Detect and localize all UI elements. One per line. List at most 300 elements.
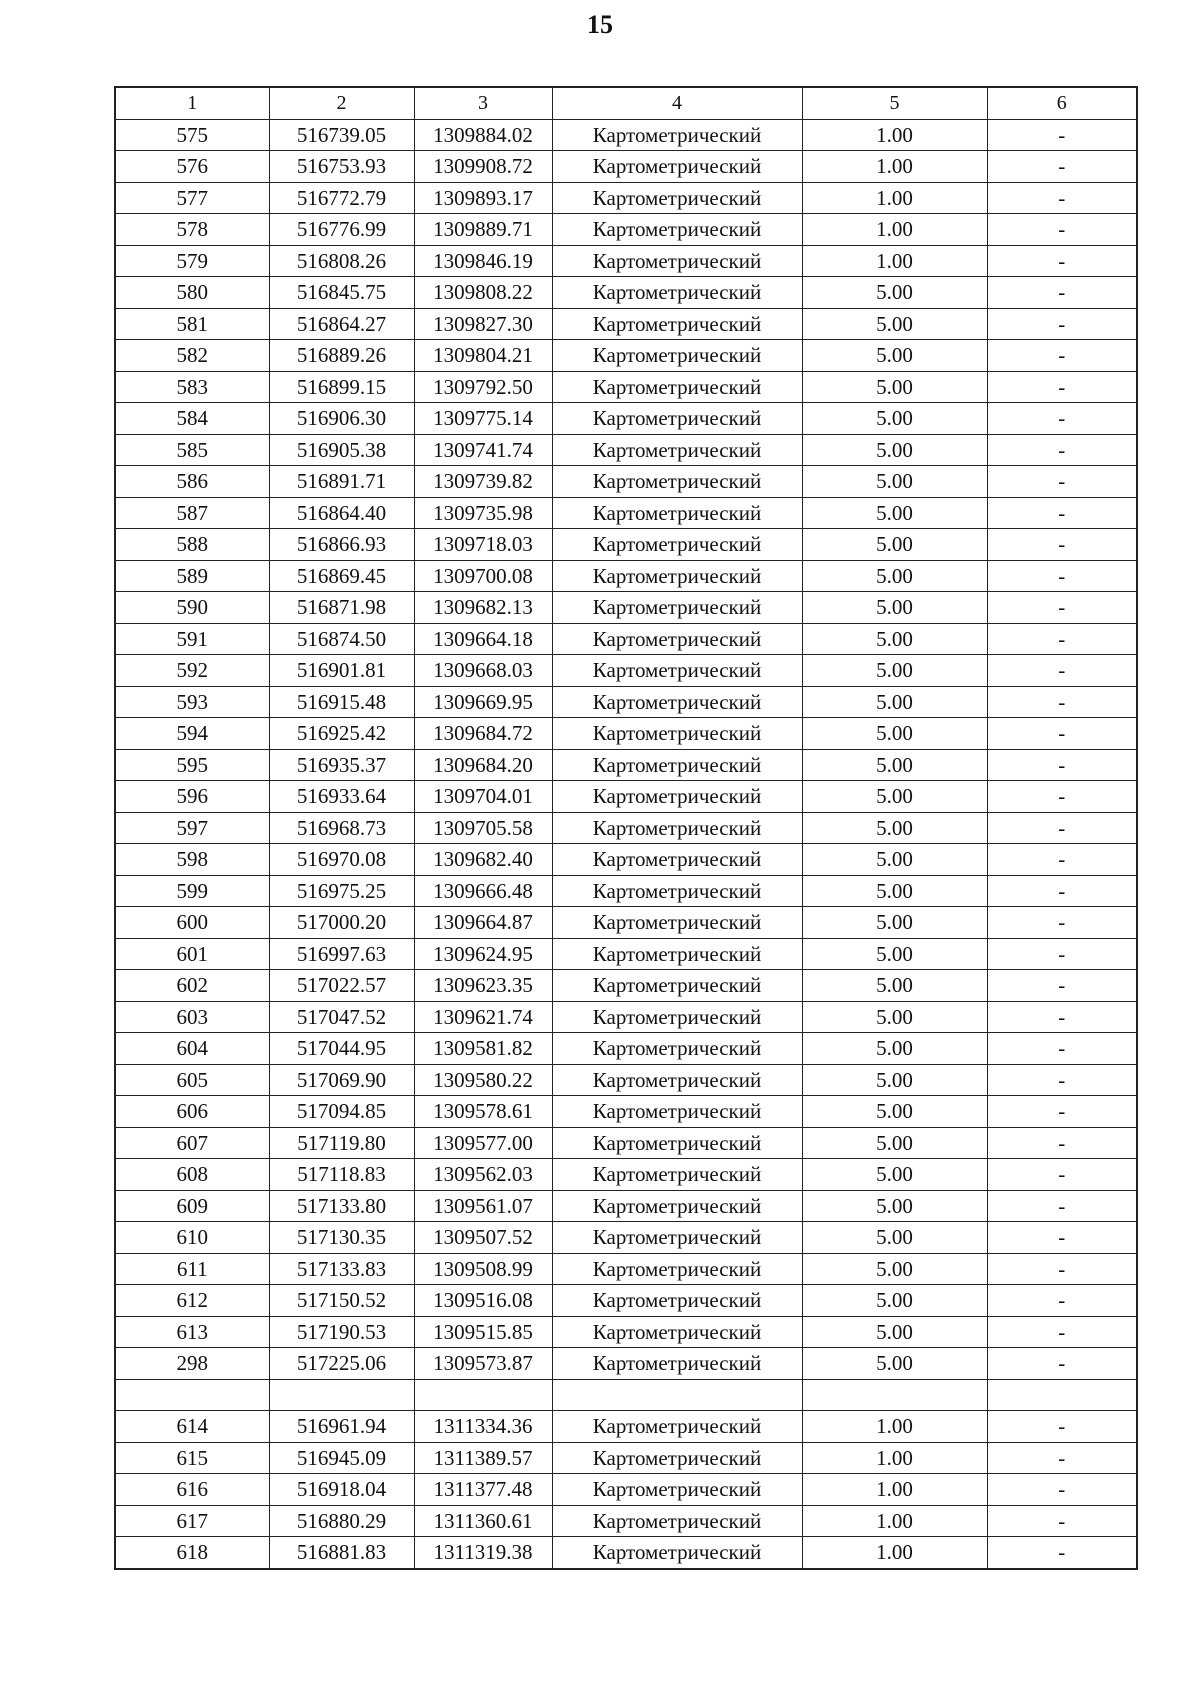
method-cell: Картометрический (552, 403, 802, 435)
description-cell: - (987, 1190, 1137, 1222)
accuracy-cell: 1.00 (802, 1474, 987, 1506)
y-coordinate-cell: 1309515.85 (414, 1316, 552, 1348)
description-cell (987, 1379, 1137, 1411)
point-number-cell: 580 (115, 277, 269, 309)
accuracy-cell: 5.00 (802, 655, 987, 687)
y-coordinate-cell: 1311319.38 (414, 1537, 552, 1569)
accuracy-cell: 5.00 (802, 1033, 987, 1065)
table-header (115, 87, 1137, 119)
y-coordinate-cell: 1309735.98 (414, 497, 552, 529)
table-row (115, 1442, 1137, 1474)
y-coordinate-cell: 1309624.95 (414, 938, 552, 970)
x-coordinate-cell: 517190.53 (269, 1316, 414, 1348)
point-number-cell: 590 (115, 592, 269, 624)
point-number-cell: 616 (115, 1474, 269, 1506)
y-coordinate-cell: 1311377.48 (414, 1474, 552, 1506)
y-coordinate-cell (414, 1379, 552, 1411)
point-number-cell: 298 (115, 1348, 269, 1380)
x-coordinate-cell: 516975.25 (269, 875, 414, 907)
y-coordinate-cell: 1309664.87 (414, 907, 552, 939)
method-cell: Картометрический (552, 560, 802, 592)
page-number: 15 (587, 10, 613, 39)
x-coordinate-cell: 516997.63 (269, 938, 414, 970)
table-row (115, 1379, 1137, 1411)
method-cell: Картометрический (552, 1064, 802, 1096)
table-row (115, 466, 1137, 498)
accuracy-cell: 5.00 (802, 970, 987, 1002)
point-number-cell: 584 (115, 403, 269, 435)
accuracy-cell: 5.00 (802, 938, 987, 970)
y-coordinate-cell: 1311389.57 (414, 1442, 552, 1474)
table-row (115, 812, 1137, 844)
table-row (115, 970, 1137, 1002)
point-number-cell: 583 (115, 371, 269, 403)
method-cell: Картометрический (552, 308, 802, 340)
y-coordinate-cell: 1309508.99 (414, 1253, 552, 1285)
description-cell: - (987, 1096, 1137, 1128)
method-cell: Картометрический (552, 875, 802, 907)
table-row (115, 1411, 1137, 1443)
accuracy-cell: 5.00 (802, 1253, 987, 1285)
point-number-cell: 605 (115, 1064, 269, 1096)
y-coordinate-cell: 1309846.19 (414, 245, 552, 277)
table-row (115, 718, 1137, 750)
description-cell: - (987, 1222, 1137, 1254)
x-coordinate-cell: 516925.42 (269, 718, 414, 750)
point-number-cell: 587 (115, 497, 269, 529)
table-row (115, 1033, 1137, 1065)
method-cell: Картометрический (552, 907, 802, 939)
accuracy-cell: 5.00 (802, 529, 987, 561)
point-number-cell: 585 (115, 434, 269, 466)
description-cell: - (987, 938, 1137, 970)
accuracy-cell: 1.00 (802, 1537, 987, 1569)
description-cell: - (987, 749, 1137, 781)
y-coordinate-cell: 1309623.35 (414, 970, 552, 1002)
y-coordinate-cell: 1311334.36 (414, 1411, 552, 1443)
y-coordinate-cell: 1309893.17 (414, 182, 552, 214)
description-cell: - (987, 1064, 1137, 1096)
y-coordinate-cell: 1309682.13 (414, 592, 552, 624)
accuracy-cell: 5.00 (802, 1127, 987, 1159)
x-coordinate-cell: 516864.40 (269, 497, 414, 529)
method-cell: Картометрический (552, 214, 802, 246)
accuracy-cell: 1.00 (802, 151, 987, 183)
point-number-cell: 618 (115, 1537, 269, 1569)
x-coordinate-cell: 516968.73 (269, 812, 414, 844)
accuracy-cell: 5.00 (802, 1348, 987, 1380)
x-coordinate-cell: 517094.85 (269, 1096, 414, 1128)
x-coordinate-cell: 516808.26 (269, 245, 414, 277)
description-cell: - (987, 655, 1137, 687)
description-cell: - (987, 1474, 1137, 1506)
x-coordinate-cell: 516864.27 (269, 308, 414, 340)
description-cell: - (987, 214, 1137, 246)
method-cell: Картометрический (552, 592, 802, 624)
y-coordinate-cell: 1309889.71 (414, 214, 552, 246)
accuracy-cell: 1.00 (802, 214, 987, 246)
table-row (115, 434, 1137, 466)
description-cell: - (987, 434, 1137, 466)
table-row (115, 907, 1137, 939)
x-coordinate-cell: 516901.81 (269, 655, 414, 687)
x-coordinate-cell: 517069.90 (269, 1064, 414, 1096)
x-coordinate-cell: 517225.06 (269, 1348, 414, 1380)
description-cell: - (987, 592, 1137, 624)
header-row (115, 87, 1137, 119)
table-body (115, 119, 1137, 1569)
description-cell: - (987, 1348, 1137, 1380)
table-row (115, 119, 1137, 151)
x-coordinate-cell: 517118.83 (269, 1159, 414, 1191)
x-coordinate-cell: 516906.30 (269, 403, 414, 435)
table-row (115, 1474, 1137, 1506)
description-cell: - (987, 718, 1137, 750)
x-coordinate-cell: 516881.83 (269, 1537, 414, 1569)
column-header-6: 6 (987, 87, 1137, 119)
point-number-cell: 594 (115, 718, 269, 750)
accuracy-cell: 5.00 (802, 686, 987, 718)
accuracy-cell: 1.00 (802, 182, 987, 214)
table-row (115, 560, 1137, 592)
x-coordinate-cell: 516891.71 (269, 466, 414, 498)
method-cell: Картометрический (552, 1253, 802, 1285)
description-cell: - (987, 277, 1137, 309)
method-cell: Картометрический (552, 1537, 802, 1569)
coordinates-table (114, 86, 1138, 1570)
x-coordinate-cell: 517150.52 (269, 1285, 414, 1317)
x-coordinate-cell: 516889.26 (269, 340, 414, 372)
description-cell: - (987, 308, 1137, 340)
point-number-cell: 582 (115, 340, 269, 372)
method-cell: Картометрический (552, 718, 802, 750)
table-row (115, 1348, 1137, 1380)
description-cell: - (987, 875, 1137, 907)
table-row (115, 686, 1137, 718)
y-coordinate-cell: 1309704.01 (414, 781, 552, 813)
accuracy-cell: 5.00 (802, 1001, 987, 1033)
table-row (115, 308, 1137, 340)
y-coordinate-cell: 1309741.74 (414, 434, 552, 466)
x-coordinate-cell: 516772.79 (269, 182, 414, 214)
description-cell: - (987, 151, 1137, 183)
point-number-cell: 589 (115, 560, 269, 592)
point-number-cell: 614 (115, 1411, 269, 1443)
table-row (115, 529, 1137, 561)
y-coordinate-cell: 1309705.58 (414, 812, 552, 844)
y-coordinate-cell: 1309908.72 (414, 151, 552, 183)
point-number-cell: 593 (115, 686, 269, 718)
y-coordinate-cell: 1311360.61 (414, 1505, 552, 1537)
x-coordinate-cell: 516776.99 (269, 214, 414, 246)
accuracy-cell: 5.00 (802, 781, 987, 813)
description-cell: - (987, 1442, 1137, 1474)
x-coordinate-cell (269, 1379, 414, 1411)
table-row (115, 1537, 1137, 1569)
y-coordinate-cell: 1309507.52 (414, 1222, 552, 1254)
x-coordinate-cell: 516874.50 (269, 623, 414, 655)
y-coordinate-cell: 1309700.08 (414, 560, 552, 592)
x-coordinate-cell: 516871.98 (269, 592, 414, 624)
accuracy-cell: 5.00 (802, 340, 987, 372)
method-cell (552, 1379, 802, 1411)
point-number-cell: 577 (115, 182, 269, 214)
accuracy-cell: 5.00 (802, 403, 987, 435)
accuracy-cell: 5.00 (802, 623, 987, 655)
y-coordinate-cell: 1309561.07 (414, 1190, 552, 1222)
point-number-cell: 606 (115, 1096, 269, 1128)
point-number-cell: 581 (115, 308, 269, 340)
table-row (115, 1285, 1137, 1317)
y-coordinate-cell: 1309718.03 (414, 529, 552, 561)
accuracy-cell: 1.00 (802, 1505, 987, 1537)
point-number-cell: 612 (115, 1285, 269, 1317)
column-header-4: 4 (552, 87, 802, 119)
point-number-cell: 604 (115, 1033, 269, 1065)
method-cell: Картометрический (552, 1222, 802, 1254)
y-coordinate-cell: 1309580.22 (414, 1064, 552, 1096)
point-number-cell: 601 (115, 938, 269, 970)
table-row (115, 844, 1137, 876)
y-coordinate-cell: 1309577.00 (414, 1127, 552, 1159)
x-coordinate-cell: 516899.15 (269, 371, 414, 403)
description-cell: - (987, 1505, 1137, 1537)
accuracy-cell: 5.00 (802, 844, 987, 876)
method-cell: Картометрический (552, 497, 802, 529)
accuracy-cell: 5.00 (802, 308, 987, 340)
method-cell: Картометрический (552, 1442, 802, 1474)
x-coordinate-cell: 516753.93 (269, 151, 414, 183)
description-cell: - (987, 497, 1137, 529)
table-row (115, 875, 1137, 907)
accuracy-cell: 5.00 (802, 1316, 987, 1348)
point-number-cell: 595 (115, 749, 269, 781)
table-row (115, 623, 1137, 655)
x-coordinate-cell: 517047.52 (269, 1001, 414, 1033)
description-cell: - (987, 1411, 1137, 1443)
accuracy-cell: 5.00 (802, 1190, 987, 1222)
method-cell: Картометрический (552, 1159, 802, 1191)
description-cell: - (987, 119, 1137, 151)
description-cell: - (987, 1253, 1137, 1285)
description-cell: - (987, 812, 1137, 844)
y-coordinate-cell: 1309669.95 (414, 686, 552, 718)
method-cell: Картометрический (552, 182, 802, 214)
accuracy-cell: 5.00 (802, 277, 987, 309)
table-row (115, 1096, 1137, 1128)
point-number-cell: 586 (115, 466, 269, 498)
point-number-cell: 603 (115, 1001, 269, 1033)
method-cell: Картометрический (552, 1190, 802, 1222)
y-coordinate-cell: 1309664.18 (414, 623, 552, 655)
x-coordinate-cell: 517130.35 (269, 1222, 414, 1254)
y-coordinate-cell: 1309668.03 (414, 655, 552, 687)
method-cell: Картометрический (552, 844, 802, 876)
description-cell: - (987, 560, 1137, 592)
description-cell: - (987, 371, 1137, 403)
y-coordinate-cell: 1309516.08 (414, 1285, 552, 1317)
y-coordinate-cell: 1309827.30 (414, 308, 552, 340)
table-row (115, 182, 1137, 214)
table-row (115, 1064, 1137, 1096)
description-cell: - (987, 623, 1137, 655)
description-cell: - (987, 907, 1137, 939)
method-cell: Картометрический (552, 277, 802, 309)
description-cell: - (987, 686, 1137, 718)
description-cell: - (987, 466, 1137, 498)
accuracy-cell: 5.00 (802, 907, 987, 939)
column-header-2: 2 (269, 87, 414, 119)
method-cell: Картометрический (552, 1001, 802, 1033)
accuracy-cell: 1.00 (802, 1411, 987, 1443)
description-cell: - (987, 781, 1137, 813)
table-row (115, 1127, 1137, 1159)
y-coordinate-cell: 1309562.03 (414, 1159, 552, 1191)
accuracy-cell: 5.00 (802, 1096, 987, 1128)
point-number-cell: 576 (115, 151, 269, 183)
y-coordinate-cell: 1309775.14 (414, 403, 552, 435)
point-number-cell: 578 (115, 214, 269, 246)
table-row (115, 214, 1137, 246)
point-number-cell: 596 (115, 781, 269, 813)
description-cell: - (987, 1285, 1137, 1317)
point-number-cell: 588 (115, 529, 269, 561)
table-row (115, 151, 1137, 183)
method-cell: Картометрический (552, 781, 802, 813)
x-coordinate-cell: 516739.05 (269, 119, 414, 151)
point-number-cell: 598 (115, 844, 269, 876)
y-coordinate-cell: 1309581.82 (414, 1033, 552, 1065)
method-cell: Картометрический (552, 655, 802, 687)
table-row (115, 781, 1137, 813)
accuracy-cell: 5.00 (802, 1285, 987, 1317)
accuracy-cell: 5.00 (802, 371, 987, 403)
table-row (115, 340, 1137, 372)
x-coordinate-cell: 516961.94 (269, 1411, 414, 1443)
table-row (115, 371, 1137, 403)
description-cell: - (987, 403, 1137, 435)
accuracy-cell: 5.00 (802, 592, 987, 624)
description-cell: - (987, 1316, 1137, 1348)
method-cell: Картометрический (552, 623, 802, 655)
description-cell: - (987, 970, 1137, 1002)
method-cell: Картометрический (552, 1316, 802, 1348)
table-row (115, 403, 1137, 435)
method-cell: Картометрический (552, 1096, 802, 1128)
table-row (115, 1505, 1137, 1537)
table-row (115, 592, 1137, 624)
point-number-cell: 610 (115, 1222, 269, 1254)
x-coordinate-cell: 516915.48 (269, 686, 414, 718)
method-cell: Картометрический (552, 938, 802, 970)
table-row (115, 1222, 1137, 1254)
x-coordinate-cell: 516933.64 (269, 781, 414, 813)
point-number-cell (115, 1379, 269, 1411)
method-cell: Картометрический (552, 749, 802, 781)
table-row (115, 1159, 1137, 1191)
point-number-cell: 600 (115, 907, 269, 939)
x-coordinate-cell: 517044.95 (269, 1033, 414, 1065)
method-cell: Картометрический (552, 371, 802, 403)
point-number-cell: 609 (115, 1190, 269, 1222)
y-coordinate-cell: 1309808.22 (414, 277, 552, 309)
description-cell: - (987, 529, 1137, 561)
point-number-cell: 597 (115, 812, 269, 844)
method-cell: Картометрический (552, 1505, 802, 1537)
column-header-3: 3 (414, 87, 552, 119)
x-coordinate-cell: 517133.83 (269, 1253, 414, 1285)
table-row (115, 1190, 1137, 1222)
method-cell: Картометрический (552, 1127, 802, 1159)
accuracy-cell: 5.00 (802, 560, 987, 592)
y-coordinate-cell: 1309684.20 (414, 749, 552, 781)
method-cell: Картометрический (552, 529, 802, 561)
y-coordinate-cell: 1309739.82 (414, 466, 552, 498)
x-coordinate-cell: 516918.04 (269, 1474, 414, 1506)
y-coordinate-cell: 1309666.48 (414, 875, 552, 907)
x-coordinate-cell: 516945.09 (269, 1442, 414, 1474)
y-coordinate-cell: 1309573.87 (414, 1348, 552, 1380)
table-row (115, 245, 1137, 277)
accuracy-cell: 5.00 (802, 1159, 987, 1191)
point-number-cell: 607 (115, 1127, 269, 1159)
accuracy-cell: 5.00 (802, 497, 987, 529)
accuracy-cell: 5.00 (802, 1222, 987, 1254)
method-cell: Картометрический (552, 434, 802, 466)
x-coordinate-cell: 516866.93 (269, 529, 414, 561)
accuracy-cell: 1.00 (802, 119, 987, 151)
accuracy-cell: 5.00 (802, 812, 987, 844)
description-cell: - (987, 245, 1137, 277)
x-coordinate-cell: 516905.38 (269, 434, 414, 466)
x-coordinate-cell: 517119.80 (269, 1127, 414, 1159)
table-row (115, 1253, 1137, 1285)
description-cell: - (987, 1159, 1137, 1191)
point-number-cell: 617 (115, 1505, 269, 1537)
accuracy-cell: 5.00 (802, 749, 987, 781)
description-cell: - (987, 1537, 1137, 1569)
x-coordinate-cell: 517022.57 (269, 970, 414, 1002)
accuracy-cell: 5.00 (802, 718, 987, 750)
point-number-cell: 579 (115, 245, 269, 277)
table-row (115, 1316, 1137, 1348)
description-cell: - (987, 1127, 1137, 1159)
table-row (115, 938, 1137, 970)
point-number-cell: 608 (115, 1159, 269, 1191)
x-coordinate-cell: 517000.20 (269, 907, 414, 939)
description-cell: - (987, 844, 1137, 876)
point-number-cell: 602 (115, 970, 269, 1002)
method-cell: Картометрический (552, 1285, 802, 1317)
description-cell: - (987, 182, 1137, 214)
method-cell: Картометрический (552, 1411, 802, 1443)
accuracy-cell: 1.00 (802, 245, 987, 277)
accuracy-cell: 5.00 (802, 875, 987, 907)
method-cell: Картометрический (552, 1348, 802, 1380)
accuracy-cell (802, 1379, 987, 1411)
x-coordinate-cell: 516970.08 (269, 844, 414, 876)
method-cell: Картометрический (552, 340, 802, 372)
x-coordinate-cell: 516935.37 (269, 749, 414, 781)
method-cell: Картометрический (552, 686, 802, 718)
x-coordinate-cell: 516845.75 (269, 277, 414, 309)
accuracy-cell: 1.00 (802, 1442, 987, 1474)
y-coordinate-cell: 1309621.74 (414, 1001, 552, 1033)
table-row (115, 277, 1137, 309)
accuracy-cell: 5.00 (802, 1064, 987, 1096)
accuracy-cell: 5.00 (802, 466, 987, 498)
point-number-cell: 591 (115, 623, 269, 655)
